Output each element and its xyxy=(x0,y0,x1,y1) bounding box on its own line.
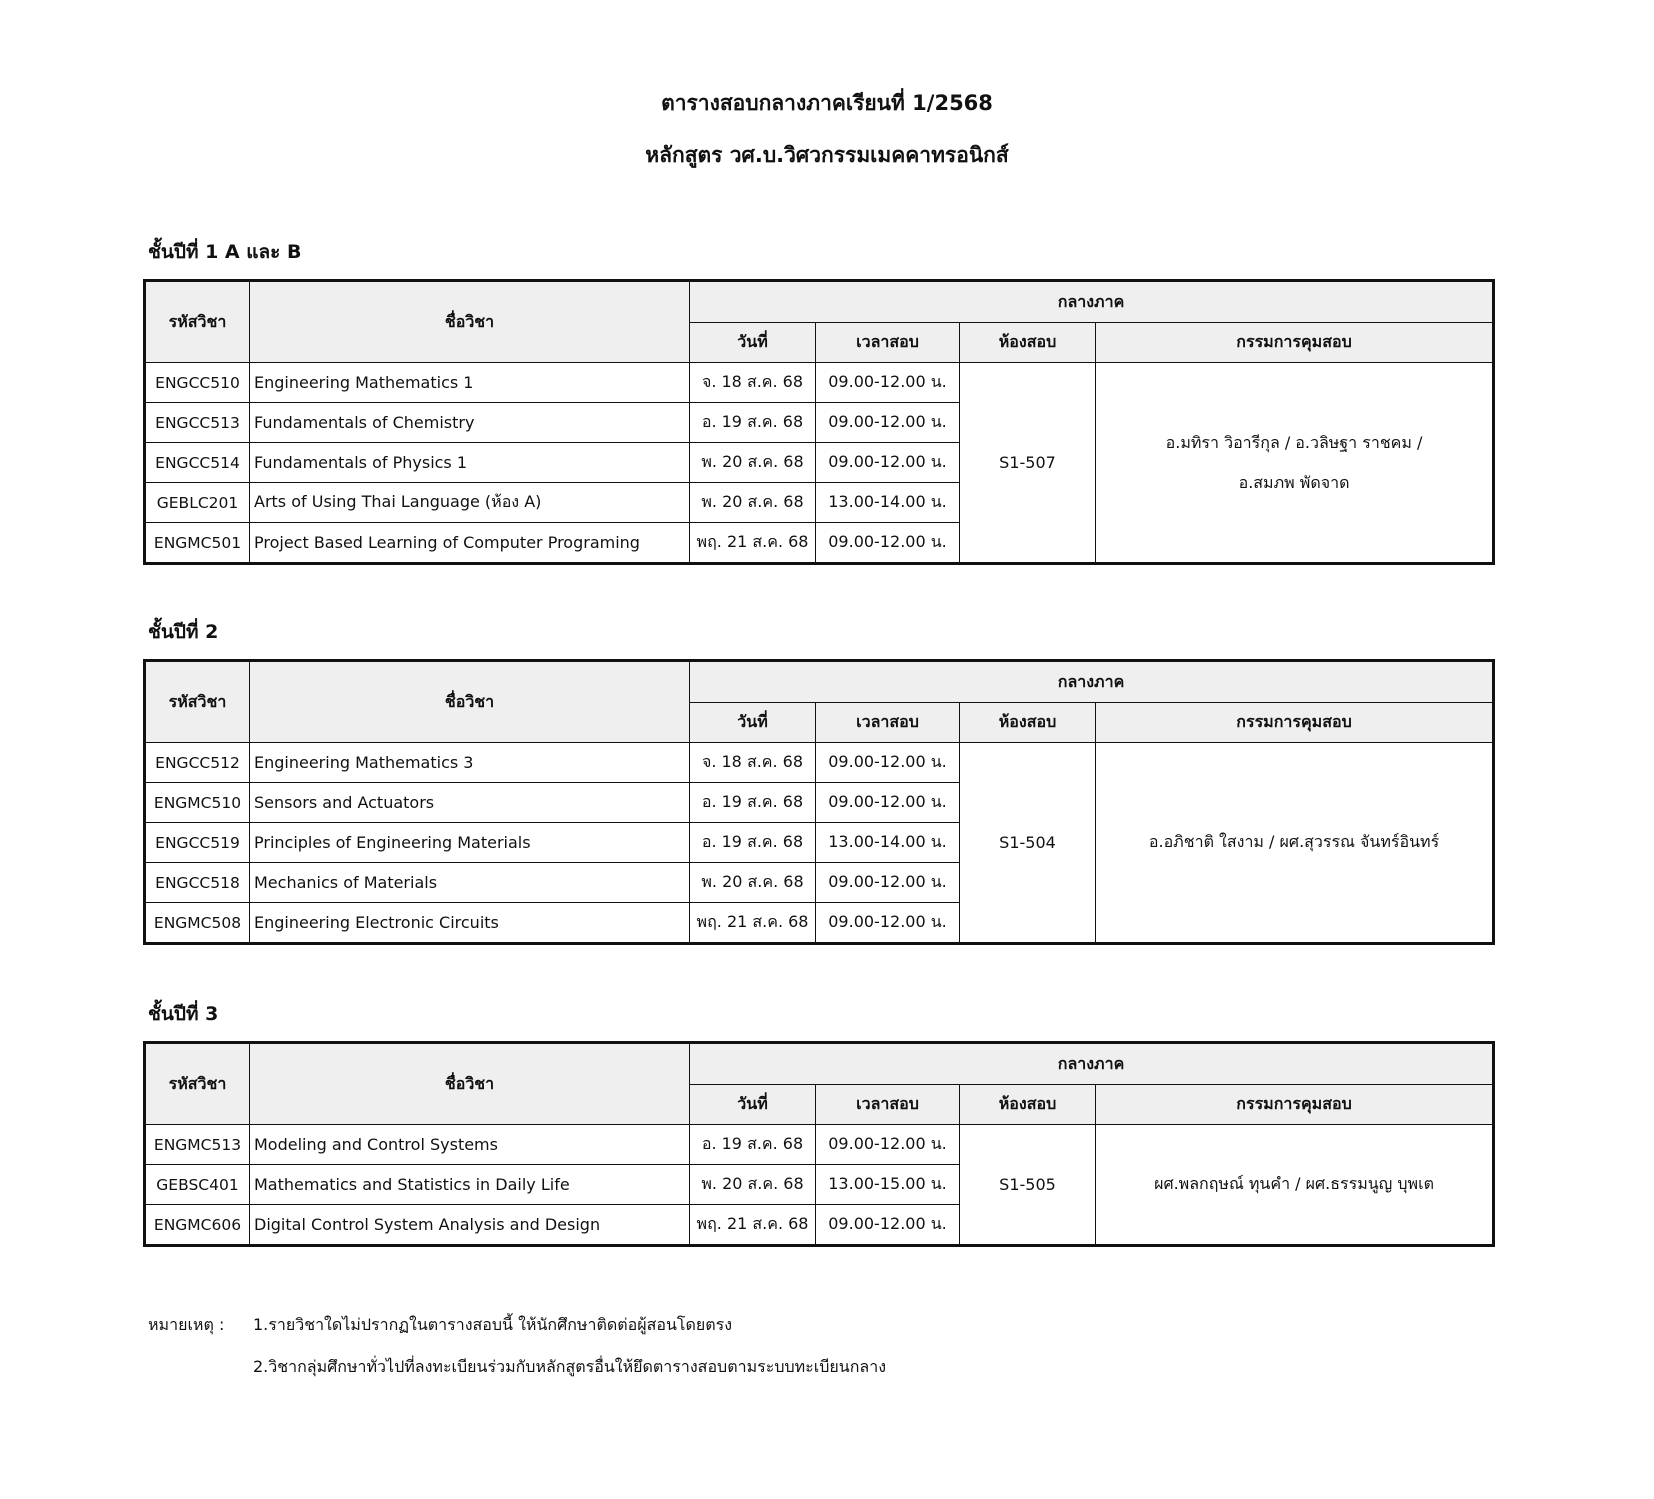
exam-time: 09.00-12.00 น. xyxy=(816,403,960,443)
course-name: Project Based Learning of Computer Programing xyxy=(250,523,690,564)
exam-time: 09.00-12.00 น. xyxy=(816,1205,960,1246)
header-time: เวลาสอบ xyxy=(816,1085,960,1125)
course-name: Modeling and Control Systems xyxy=(250,1125,690,1165)
course-name: Mechanics of Materials xyxy=(250,863,690,903)
course-code: ENGCC510 xyxy=(145,363,250,403)
exam-date: อ. 19 ส.ค. 68 xyxy=(690,403,816,443)
exam-proctors: ผศ.พลกฤษณ์ ทุนคำ / ผศ.ธรรมนูญ บุพเต xyxy=(1096,1125,1494,1246)
course-name: Engineering Mathematics 1 xyxy=(250,363,690,403)
exam-date: พ. 20 ส.ค. 68 xyxy=(690,443,816,483)
exam-date: จ. 18 ส.ค. 68 xyxy=(690,363,816,403)
proctors-line: อ.มทิรา วิอารีกุล / อ.วลิษฐา ราชคม / xyxy=(1165,432,1423,452)
exam-time: 09.00-12.00 น. xyxy=(816,743,960,783)
course-name: Principles of Engineering Materials xyxy=(250,823,690,863)
course-code: ENGMC501 xyxy=(145,523,250,564)
course-code: ENGMC508 xyxy=(145,903,250,944)
course-code: ENGCC518 xyxy=(145,863,250,903)
exam-time: 09.00-12.00 น. xyxy=(816,443,960,483)
header-time: เวลาสอบ xyxy=(816,703,960,743)
note-row xyxy=(148,1317,886,1359)
course-name: Fundamentals of Physics 1 xyxy=(250,443,690,483)
exam-date: อ. 19 ส.ค. 68 xyxy=(690,1125,816,1165)
exam-time: 09.00-12.00 น. xyxy=(816,363,960,403)
exam-proctors: อ.อภิชาติ ใสงาม / ผศ.สุวรรณ จันทร์อินทร์ xyxy=(1096,743,1494,944)
header-room: ห้องสอบ xyxy=(960,323,1096,363)
course-name: Fundamentals of Chemistry xyxy=(250,403,690,443)
course-name: Engineering Mathematics 3 xyxy=(250,743,690,783)
note-row xyxy=(148,1359,886,1401)
course-code: ENGMC606 xyxy=(145,1205,250,1246)
exam-time: 09.00-12.00 น. xyxy=(816,523,960,564)
exam-date: จ. 18 ส.ค. 68 xyxy=(690,743,816,783)
exam-date: อ. 19 ส.ค. 68 xyxy=(690,783,816,823)
page-title: ตารางสอบกลางภาคเรียนที่ 1/2568 xyxy=(661,91,993,115)
header-proctors: กรรมการคุมสอบ xyxy=(1096,1085,1494,1125)
exam-table-year-3 xyxy=(143,1041,1495,1247)
exam-room: S1-507 xyxy=(960,363,1096,564)
table-row xyxy=(145,1125,1494,1165)
header-date: วันที่ xyxy=(690,323,816,363)
header-name: ชื่อวิชา xyxy=(250,281,690,363)
exam-date: พ. 20 ส.ค. 68 xyxy=(690,863,816,903)
section-heading-year-2: ชั้นปีที่ 2 xyxy=(148,621,219,643)
exam-date: พฤ. 21 ส.ค. 68 xyxy=(690,1205,816,1246)
table-row xyxy=(145,743,1494,783)
header-code: รหัสวิชา xyxy=(145,281,250,363)
header-midterm: กลางภาค xyxy=(690,281,1494,323)
header-room: ห้องสอบ xyxy=(960,703,1096,743)
header-name: ชื่อวิชา xyxy=(250,661,690,743)
exam-proctors xyxy=(1096,363,1494,564)
course-name: Engineering Electronic Circuits xyxy=(250,903,690,944)
header-proctors: กรรมการคุมสอบ xyxy=(1096,703,1494,743)
exam-date: พ. 20 ส.ค. 68 xyxy=(690,483,816,523)
exam-date: พฤ. 21 ส.ค. 68 xyxy=(690,903,816,944)
section-heading-year-3: ชั้นปีที่ 3 xyxy=(148,1003,219,1025)
proctors-line: อ.สมภพ พัดจาด xyxy=(1238,472,1350,492)
course-code: ENGCC513 xyxy=(145,403,250,443)
exam-table-year-1 xyxy=(143,279,1495,565)
header-midterm: กลางภาค xyxy=(690,1043,1494,1085)
exam-time: 13.00-14.00 น. xyxy=(816,823,960,863)
section-heading-year-1: ชั้นปีที่ 1 A และ B xyxy=(148,241,302,263)
exam-room: S1-505 xyxy=(960,1125,1096,1246)
course-name: Mathematics and Statistics in Daily Life xyxy=(250,1165,690,1205)
exam-date: อ. 19 ส.ค. 68 xyxy=(690,823,816,863)
course-code: ENGMC510 xyxy=(145,783,250,823)
exam-time: 09.00-12.00 น. xyxy=(816,783,960,823)
note-item: 1.รายวิชาใดไม่ปรากฏในตารางสอบนี้ ให้นักศึกษาติดต่อผู้สอนโดยตรง xyxy=(253,1315,733,1334)
notes xyxy=(148,1317,886,1401)
header-code: รหัสวิชา xyxy=(145,661,250,743)
notes-label: หมายเหตุ : xyxy=(148,1315,225,1334)
header-date: วันที่ xyxy=(690,703,816,743)
course-code: GEBLC201 xyxy=(145,483,250,523)
note-item: 2.วิชากลุ่มศึกษาทั่วไปที่ลงทะเบียนร่วมกับหลักสูตรอื่นให้ยึดตารางสอบตามระบบทะเบียนกลาง xyxy=(253,1357,886,1376)
header-code: รหัสวิชา xyxy=(145,1043,250,1125)
course-code: ENGCC512 xyxy=(145,743,250,783)
header-date: วันที่ xyxy=(690,1085,816,1125)
exam-room: S1-504 xyxy=(960,743,1096,944)
exam-time: 09.00-12.00 น. xyxy=(816,863,960,903)
exam-time: 13.00-15.00 น. xyxy=(816,1165,960,1205)
header-room: ห้องสอบ xyxy=(960,1085,1096,1125)
exam-table-year-2 xyxy=(143,659,1495,945)
exam-date: พ. 20 ส.ค. 68 xyxy=(690,1165,816,1205)
course-name: Sensors and Actuators xyxy=(250,783,690,823)
header-proctors: กรรมการคุมสอบ xyxy=(1096,323,1494,363)
page-subtitle: หลักสูตร วศ.บ.วิศวกรรมเมคคาทรอนิกส์ xyxy=(645,143,1009,167)
course-code: GEBSC401 xyxy=(145,1165,250,1205)
course-code: ENGCC519 xyxy=(145,823,250,863)
header-time: เวลาสอบ xyxy=(816,323,960,363)
exam-date: พฤ. 21 ส.ค. 68 xyxy=(690,523,816,564)
exam-time: 09.00-12.00 น. xyxy=(816,1125,960,1165)
course-name: Digital Control System Analysis and Design xyxy=(250,1205,690,1246)
header-name: ชื่อวิชา xyxy=(250,1043,690,1125)
course-name: Arts of Using Thai Language (ห้อง A) xyxy=(250,483,690,523)
course-code: ENGCC514 xyxy=(145,443,250,483)
course-code: ENGMC513 xyxy=(145,1125,250,1165)
table-row xyxy=(145,363,1494,403)
exam-time: 09.00-12.00 น. xyxy=(816,903,960,944)
exam-time: 13.00-14.00 น. xyxy=(816,483,960,523)
header-midterm: กลางภาค xyxy=(690,661,1494,703)
